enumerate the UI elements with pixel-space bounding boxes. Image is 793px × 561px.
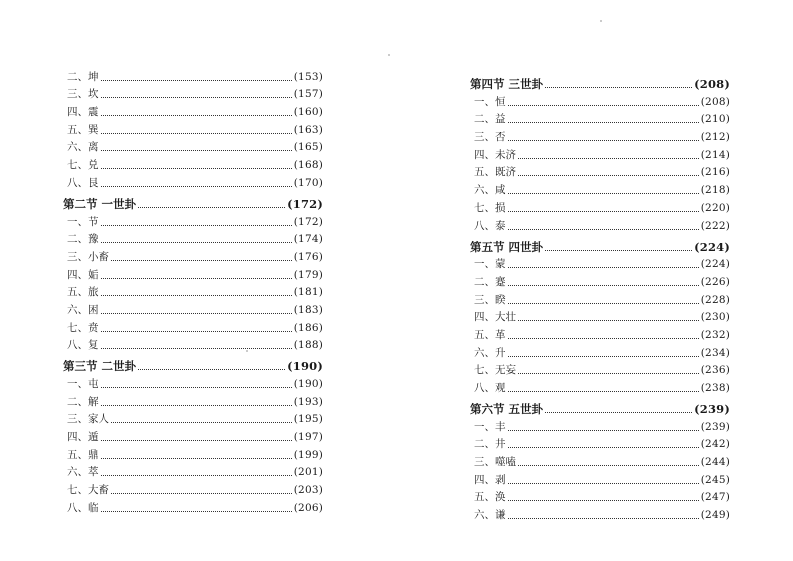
toc-entry-label: 三、睽 [474,293,506,306]
toc-page-number: (203) [293,484,323,497]
toc-entry-label: 四、剥 [474,473,506,486]
toc-entry-label: 三、小畜 [67,250,109,263]
toc-page-number: (216) [700,166,730,179]
toc-entry [470,434,730,452]
toc-page-number: (230) [700,311,730,324]
toc-page-number: (244) [700,456,730,469]
toc-entry [470,254,730,272]
dot-leader [101,347,292,349]
toc-entry [470,91,730,109]
toc-entry [470,109,730,127]
toc-entry-label: 二、坤 [67,70,99,83]
toc-entry-label: 一、恒 [474,95,506,108]
dot-leader [545,411,692,413]
toc-entry-label: 六、离 [67,141,99,154]
dot-leader [101,404,292,406]
dot-leader [508,337,699,339]
toc-entry-label: 八、临 [67,501,99,514]
toc-page-number: (190) [293,378,323,390]
dot-leader [518,464,699,466]
toc-entry-label: 二、解 [67,395,99,408]
toc-section-heading [470,395,730,416]
dot-leader [508,284,699,286]
toc-entry-label: 三、噬嗑 [474,456,516,469]
toc-page-number: (181) [293,286,323,299]
toc-page-number: (197) [293,431,323,444]
toc-entry [63,373,323,391]
toc-page-number: (208) [700,95,730,108]
dot-leader [101,457,292,459]
toc-entry [470,144,730,162]
toc-page-number: (224) [694,239,730,254]
toc-page-number: (239) [694,402,730,416]
dot-leader [508,429,699,431]
toc-page-number: (172) [287,196,323,211]
dot-leader [545,86,692,88]
toc-right-column [470,70,730,522]
toc-entry [63,462,323,480]
toc-section-heading [470,70,730,91]
dot-leader [138,368,285,370]
toc-page-number: (188) [293,339,323,352]
toc-page-number: (236) [700,364,730,377]
toc-entry-label: 八、复 [67,339,99,352]
toc-page-number: (228) [700,293,730,306]
dot-leader [508,446,699,448]
toc-entry [63,154,323,172]
toc-entry-label: 七、贲 [67,321,99,334]
toc-entry [63,119,323,137]
toc-section-heading [63,352,323,373]
toc-page-number: (199) [293,448,323,461]
dot-leader [508,355,699,357]
toc-entry [63,299,323,317]
toc-page-number: (168) [293,159,323,172]
dot-leader [508,390,699,392]
toc-entry [63,497,323,515]
toc-entry [470,197,730,215]
toc-entry-label: 八、艮 [67,176,99,189]
toc-entry [470,342,730,360]
dot-leader [508,266,699,268]
toc-entry [470,416,730,434]
toc-page-number: (218) [700,184,730,197]
toc-entry-label: 四、大壮 [474,311,516,324]
toc-entry-label: 五、既济 [474,166,516,179]
toc-page-number: (201) [293,466,323,479]
dot-leader [508,192,699,194]
toc-page-number: (232) [700,328,730,341]
toc-entry-label: 八、观 [474,382,506,394]
toc-section-heading [470,233,730,254]
dot-leader [101,224,292,226]
toc-section-heading [63,190,323,211]
toc-page-number: (174) [293,233,323,246]
toc-entry [470,504,730,522]
toc-page-number: (234) [700,346,730,359]
dot-leader [101,294,292,296]
toc-entry-label: 八、泰 [474,219,506,232]
toc-entry [63,391,323,409]
toc-left-column [63,66,323,515]
toc-entry [63,84,323,102]
dot-leader [101,386,292,388]
toc-entry-label: 五、巽 [67,123,99,136]
toc-entry-label: 三、家人 [67,413,109,426]
toc-page-number: (195) [293,413,323,426]
toc-page-number: (170) [293,176,323,189]
dot-leader [508,482,699,484]
toc-entry [63,282,323,300]
paper-speck [246,350,248,352]
toc-entry-label: 三、否 [474,131,506,144]
dot-leader [101,167,292,169]
dot-leader [138,206,285,208]
toc-page-number: (226) [700,275,730,288]
toc-entry-label: 五、旅 [67,286,99,299]
dot-leader [101,114,292,116]
dot-leader [101,312,292,314]
toc-entry [63,211,323,229]
toc-entry [63,444,323,462]
toc-page-number: (210) [700,113,730,126]
dot-leader [101,149,292,151]
toc-page-number: (160) [293,106,323,119]
toc-page-number: (186) [293,321,323,334]
toc-entry [63,317,323,335]
dot-leader [508,302,699,304]
toc-page-number: (220) [700,201,730,214]
toc-entry-label: 六、谦 [474,509,506,522]
toc-entry-label: 五、革 [474,328,506,341]
dot-leader [101,185,292,187]
toc-page-number: (206) [293,501,323,514]
toc-entry [470,487,730,505]
toc-page-number: (249) [700,509,730,522]
toc-entry-label: 一、屯 [67,378,99,390]
toc-entry-label: 第四节 三世卦 [470,77,544,91]
toc-entry [63,409,323,427]
dot-leader [111,421,292,423]
dot-leader [518,174,699,176]
toc-entry [470,469,730,487]
toc-entry [63,101,323,119]
toc-entry-label: 一、丰 [474,420,506,433]
toc-entry-label: 七、大畜 [67,484,109,497]
toc-entry [63,66,323,84]
dot-leader [508,104,699,106]
toc-page-number: (153) [293,70,323,83]
toc-entry-label: 四、未济 [474,148,516,161]
toc-page-number: (193) [293,395,323,408]
dot-leader [508,499,699,501]
dot-leader [101,439,292,441]
toc-page-number: (183) [293,303,323,316]
dot-leader [508,139,699,141]
toc-entry-label: 六、升 [474,346,506,359]
toc-entry-label: 五、涣 [474,491,506,504]
dot-leader [111,492,292,494]
toc-page-number: (176) [293,250,323,263]
toc-page-number: (214) [700,148,730,161]
toc-page-number: (242) [700,438,730,451]
toc-entry [470,360,730,378]
toc-entry-label: 第二节 一世卦 [63,196,137,211]
toc-entry-label: 七、损 [474,201,506,214]
toc-entry [470,307,730,325]
toc-entry [63,479,323,497]
dot-leader [101,277,292,279]
dot-leader [508,210,699,212]
toc-entry-label: 二、豫 [67,233,99,246]
toc-entry-label: 六、咸 [474,184,506,197]
toc-entry-label: 六、困 [67,303,99,316]
toc-entry-label: 六、萃 [67,466,99,479]
dot-leader [508,228,699,230]
paper-speck [600,20,602,22]
toc-entry [470,162,730,180]
dot-leader [518,372,699,374]
toc-entry [470,289,730,307]
toc-page-number: (179) [293,268,323,281]
toc-entry [470,126,730,144]
dot-leader [101,510,292,512]
dot-leader [111,259,292,261]
toc-page-number: (239) [700,420,730,433]
toc-entry [470,271,730,289]
toc-entry-label: 二、蹇 [474,275,506,288]
toc-entry [470,215,730,233]
toc-entry [470,179,730,197]
toc-entry-label: 四、震 [67,106,99,119]
toc-entry-label: 四、姤 [67,268,99,281]
paper-speck [388,54,390,56]
toc-page-number: (157) [293,88,323,101]
toc-entry-label: 第六节 五世卦 [470,402,544,416]
toc-entry-label: 七、兑 [67,159,99,172]
toc-entry [470,377,730,395]
toc-page-number: (208) [694,77,730,91]
toc-page-number: (222) [700,219,730,232]
toc-entry-label: 第五节 四世卦 [470,239,544,254]
toc-entry-label: 二、益 [474,113,506,126]
dot-leader [101,79,292,81]
dot-leader [508,121,699,123]
toc-entry [63,264,323,282]
toc-entry [63,229,323,247]
toc-entry [470,451,730,469]
toc-entry [63,246,323,264]
dot-leader [101,132,292,134]
dot-leader [101,330,292,332]
dot-leader [518,157,699,159]
toc-entry-label: 七、无妄 [474,364,516,377]
toc-entry-label: 五、鼎 [67,448,99,461]
toc-entry [63,426,323,444]
toc-page-number: (245) [700,473,730,486]
dot-leader [545,249,692,251]
dot-leader [101,96,292,98]
toc-entry-label: 一、蒙 [474,258,506,271]
toc-page-number: (172) [293,215,323,228]
toc-entry [63,172,323,190]
dot-leader [508,517,699,519]
dot-leader [101,241,292,243]
dot-leader [101,474,292,476]
toc-entry [63,137,323,155]
toc-page-number: (247) [700,491,730,504]
toc-entry-label: 第三节 二世卦 [63,359,137,374]
toc-page-number: (190) [287,359,323,374]
toc-entry [63,335,323,353]
toc-entry-label: 一、节 [67,215,99,228]
toc-page-number: (163) [293,123,323,136]
toc-page-number: (165) [293,141,323,154]
dot-leader [518,319,699,321]
toc-entry-label: 三、坎 [67,88,99,101]
toc-page-number: (212) [700,131,730,144]
toc-entry [470,324,730,342]
toc-entry-label: 四、遁 [67,431,99,444]
toc-entry-label: 二、井 [474,438,506,451]
toc-page-number: (238) [700,382,730,394]
toc-page-number: (224) [700,258,730,271]
